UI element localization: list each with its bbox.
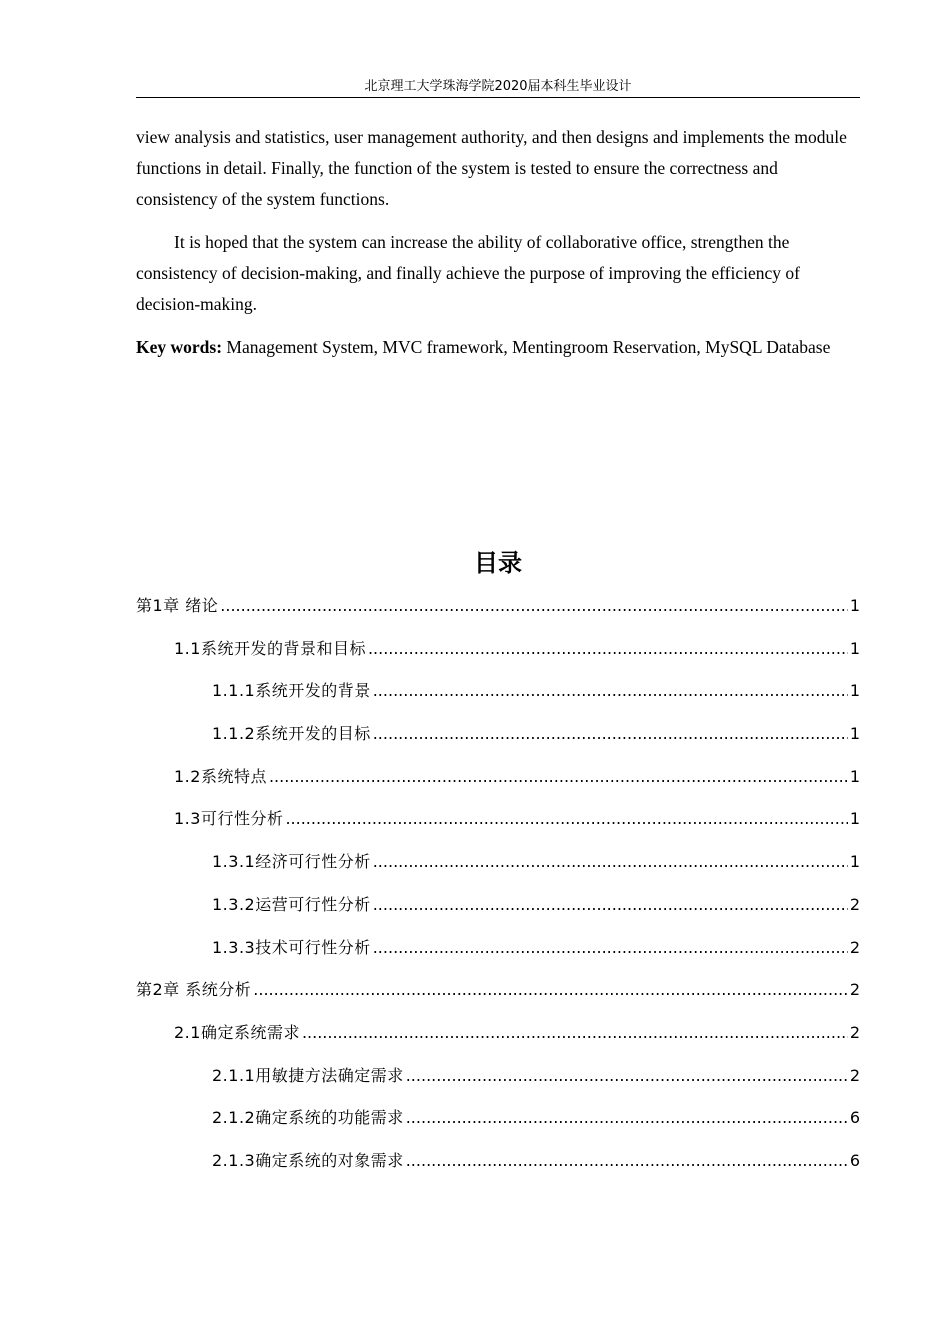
toc-leader-dots — [220, 595, 848, 617]
toc-leader-dots — [269, 766, 848, 788]
toc-entry-2-1[interactable] — [136, 1022, 860, 1065]
toc-leader-dots — [406, 1107, 848, 1129]
toc-page-number: 2 — [849, 980, 860, 1000]
toc-entry-1-3-1[interactable] — [136, 851, 860, 894]
toc-leader-dots — [373, 680, 848, 702]
toc-entry-2-1-1[interactable] — [136, 1065, 860, 1108]
toc-leader-dots — [406, 1150, 848, 1172]
abstract-section — [136, 122, 860, 363]
page-header: 北京理工大学珠海学院2020届本科生毕业设计 — [136, 78, 860, 98]
toc-entry-label: 第1章 绪论 — [136, 596, 219, 615]
toc-page-number: 6 — [849, 1108, 860, 1128]
toc-entry-label: 1.1系统开发的背景和目标 — [174, 638, 366, 658]
toc-entry-1-1-2[interactable] — [136, 723, 860, 766]
toc-entry-1-1[interactable] — [136, 638, 860, 681]
toc-page-number: 1 — [849, 852, 860, 872]
toc-page-number: 1 — [849, 724, 860, 744]
toc-entry-1-3[interactable] — [136, 808, 860, 851]
toc-entry-1-2[interactable] — [136, 766, 860, 809]
keywords-label: Key words: — [136, 337, 223, 357]
toc-entry-chapter-1[interactable] — [136, 595, 860, 638]
toc-entry-label: 1.3.2运营可行性分析 — [212, 894, 371, 914]
toc-leader-dots — [373, 937, 848, 959]
toc-leader-dots — [373, 851, 848, 873]
toc-leader-dots — [373, 894, 848, 916]
toc-entry-label: 1.3可行性分析 — [174, 809, 284, 829]
toc-entry-label: 2.1确定系统需求 — [174, 1022, 300, 1042]
toc-entry-label: 1.1.2系统开发的目标 — [212, 724, 371, 744]
toc-entry-label: 1.3.3技术可行性分析 — [212, 937, 371, 957]
toc-entry-chapter-2[interactable] — [136, 979, 860, 1022]
toc-page-number: 2 — [849, 1022, 860, 1042]
toc-leader-dots — [368, 638, 848, 660]
toc-entry-label: 1.1.1系统开发的背景 — [212, 681, 371, 701]
toc-entry-label: 1.2系统特点 — [174, 766, 267, 786]
toc-page-number: 6 — [849, 1150, 860, 1170]
toc-entry-label: 2.1.3确定系统的对象需求 — [212, 1150, 404, 1170]
table-of-contents — [136, 595, 860, 1193]
toc-page-number: 1 — [849, 638, 860, 658]
toc-entry-1-3-2[interactable] — [136, 894, 860, 937]
toc-leader-dots — [406, 1065, 848, 1087]
toc-entry-1-1-1[interactable] — [136, 680, 860, 723]
toc-entry-label: 2.1.1用敏捷方法确定需求 — [212, 1065, 404, 1085]
keywords — [136, 332, 860, 363]
toc-entry-label: 2.1.2确定系统的功能需求 — [212, 1108, 404, 1128]
toc-entry-1-3-3[interactable] — [136, 937, 860, 980]
keywords-text: Management System, MVC framework, Mentingroom Reservation, MySQL Database — [222, 337, 831, 357]
toc-page-number: 1 — [849, 596, 860, 615]
abstract-paragraph: It is hoped that the system can increase the ability of collaborative office, strengthen the consistency of decision-making, and finally achieve the purpose of improving the efficiency of decision-making. — [136, 232, 800, 314]
toc-title: 目录 — [474, 549, 522, 577]
toc-leader-dots — [253, 979, 848, 1001]
toc-leader-dots — [373, 723, 848, 745]
toc-entry-label: 1.3.1经济可行性分析 — [212, 852, 371, 872]
toc-page-number: 2 — [849, 1065, 860, 1085]
toc-entry-label: 第2章 系统分析 — [136, 980, 252, 1000]
abstract-paragraph: view analysis and statistics, user management authority, and then designs and implements the module functions in detail. Finally, the function of the system is tested to ensure the correctness and consistency of the system functions. — [136, 127, 847, 209]
toc-entry-2-1-3[interactable] — [136, 1150, 860, 1193]
toc-page-number: 1 — [849, 809, 860, 829]
toc-leader-dots — [302, 1022, 848, 1044]
toc-entry-2-1-2[interactable] — [136, 1107, 860, 1150]
toc-page-number: 2 — [849, 937, 860, 957]
toc-page-number: 1 — [849, 681, 860, 701]
toc-page-number: 2 — [849, 894, 860, 914]
toc-page-number: 1 — [849, 766, 860, 786]
toc-leader-dots — [285, 808, 847, 830]
